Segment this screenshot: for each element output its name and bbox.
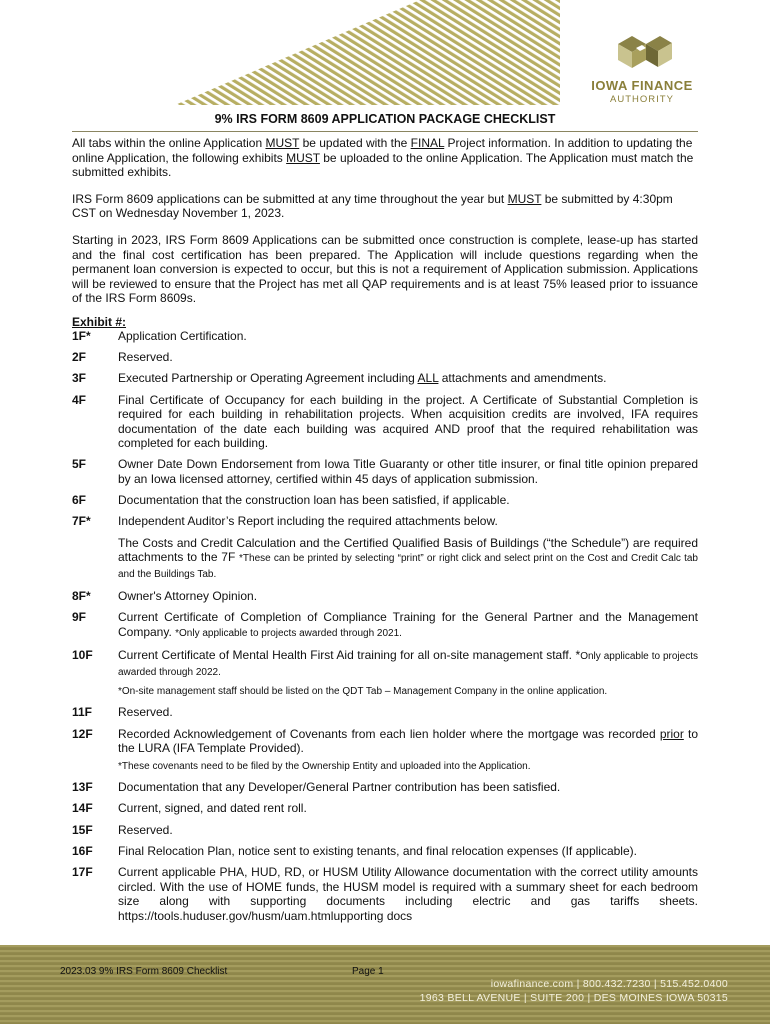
exhibit-row: 6F Documentation that the construction loan has been satisfied, if applicable. xyxy=(72,493,510,508)
exhibit-row: 7F* Independent Auditor’s Report including the required attachments below. xyxy=(72,514,498,529)
intro-paragraph-3: Starting in 2023, IRS Form 8609 Applications can be submitted once construction is complete, lease-up has started and the final cost certification has been prepared. The Application will include questions regarding when the permanent loan conversion is expected to occur, but this is not a requirement of Application submission. Applications will be reviewed to ensure that the Project has met all QAP requirements and is at least 75% leased prior to issuance of the IRS Form 8609s. xyxy=(72,232,698,306)
footer-contact-info xyxy=(420,978,728,1005)
exhibit-row: 11F Reserved. xyxy=(72,705,173,720)
exhibit-row: 10F Current Certificate of Mental Health First Aid training for all on-site management staff. *Only applicable to projects awarded through 2022. xyxy=(72,647,698,679)
exhibit-row: 15F Reserved. xyxy=(72,822,173,837)
logo-sub: AUTHORITY xyxy=(610,94,674,105)
logo-cubes-icon xyxy=(586,34,698,76)
title-rule xyxy=(72,131,698,132)
exhibit-12f-note: *These covenants need to be filed by the Ownership Entity and uploaded into the Application. xyxy=(118,760,531,772)
exhibit-row: 16F Final Relocation Plan, notice sent to existing tenants, and final relocation expenses (If applicable). xyxy=(72,843,637,858)
intro-paragraph-2: IRS Form 8609 applications can be submitted at any time throughout the year but MUST be submitted by 4:30pm CST on Wednesday November 1, 2023. xyxy=(72,191,673,221)
page-title: 9% IRS FORM 8609 APPLICATION PACKAGE CHECKLIST xyxy=(214,112,556,126)
exhibit-row: 17F Current applicable PHA, HUD, RD, or HUSM Utility Allowance documentation with the correct utility amounts circled. With the use of HOME funds, the HUSM model is required with a summary sheet for each bedroom size along with supporting documents including electric and gas tariffs sheets. https://tools.huduser.gov/husm/uam.htmlupporting docs xyxy=(72,864,698,923)
exhibit-row: 1F* Application Certification. xyxy=(72,328,247,343)
exhibit-10f-note: *On-site management staff should be listed on the QDT Tab – Management Company in the online application. xyxy=(118,686,608,697)
logo-name: IOWA FINANCE xyxy=(591,78,693,93)
intro-paragraph-1: All tabs within the online Application MUST be updated with the FINAL Project information. In addition to updating the online Application, the following exhibits MUST be uploaded to the online Application. The Application must match the submitted exhibits. xyxy=(72,136,694,180)
exhibit-row: 5F Owner Date Down Endorsement from Iowa Title Guaranty or other title insurer, or final title opinion prepared by an Iowa licensed attorney, certified within 45 days of application submission. xyxy=(72,457,698,487)
exhibit-7f-note: The Costs and Credit Calculation and the Certified Qualified Basis of Buildings (“the Schedule”) are required attachments to the 7F *These can be printed by selecting “print” or right click and select print on the Cost and Credit Calc tab and the Buildings Tab. xyxy=(118,535,698,581)
exhibit-heading: Exhibit #: xyxy=(72,314,127,329)
footer-contact-line-1: iowafinance.com | 800.432.7230 | 515.452.0400 xyxy=(490,978,728,990)
exhibit-row: 14F Current, signed, and dated rent roll. xyxy=(72,801,307,816)
footer-document-name: 2023.03 9% IRS Form 8609 Checklist xyxy=(60,966,228,977)
checklist-content xyxy=(72,112,698,930)
exhibit-row: 13F Documentation that any Developer/General Partner contribution has been satisfied. xyxy=(72,780,561,795)
exhibit-row: 9F Current Certificate of Completion of Compliance Training for the General Partner and the Management Company. *Only applicable to projects awarded through 2021. xyxy=(72,610,698,639)
exhibit-row: 2F Reserved. xyxy=(72,350,173,365)
footer-page-number: Page 1 xyxy=(352,966,384,977)
exhibit-row: 4F Final Certificate of Occupancy for each building in the project. A Certificate of Substantial Completion is required for each building in rehabilitation projects. When acquisition credits are involved, IFA requires documentation of the date each building was acquired AND proof that the required rehabilitation was completed for each building. xyxy=(72,392,698,451)
footer-contact-line-2: 1963 BELL AVENUE | SUITE 200 | DES MOINES IOWA 50315 xyxy=(419,991,728,1004)
exhibit-row: 3F Executed Partnership or Operating Agreement including ALL attachments and amendments. xyxy=(72,371,607,386)
iowa-finance-logo xyxy=(586,34,698,106)
exhibit-row: 12F Recorded Acknowledgement of Covenants from each lien holder where the mortgage was recorded prior to the LURA (IFA Template Provided). xyxy=(72,726,699,756)
exhibit-row: 8F* Owner's Attorney Opinion. xyxy=(72,588,258,603)
